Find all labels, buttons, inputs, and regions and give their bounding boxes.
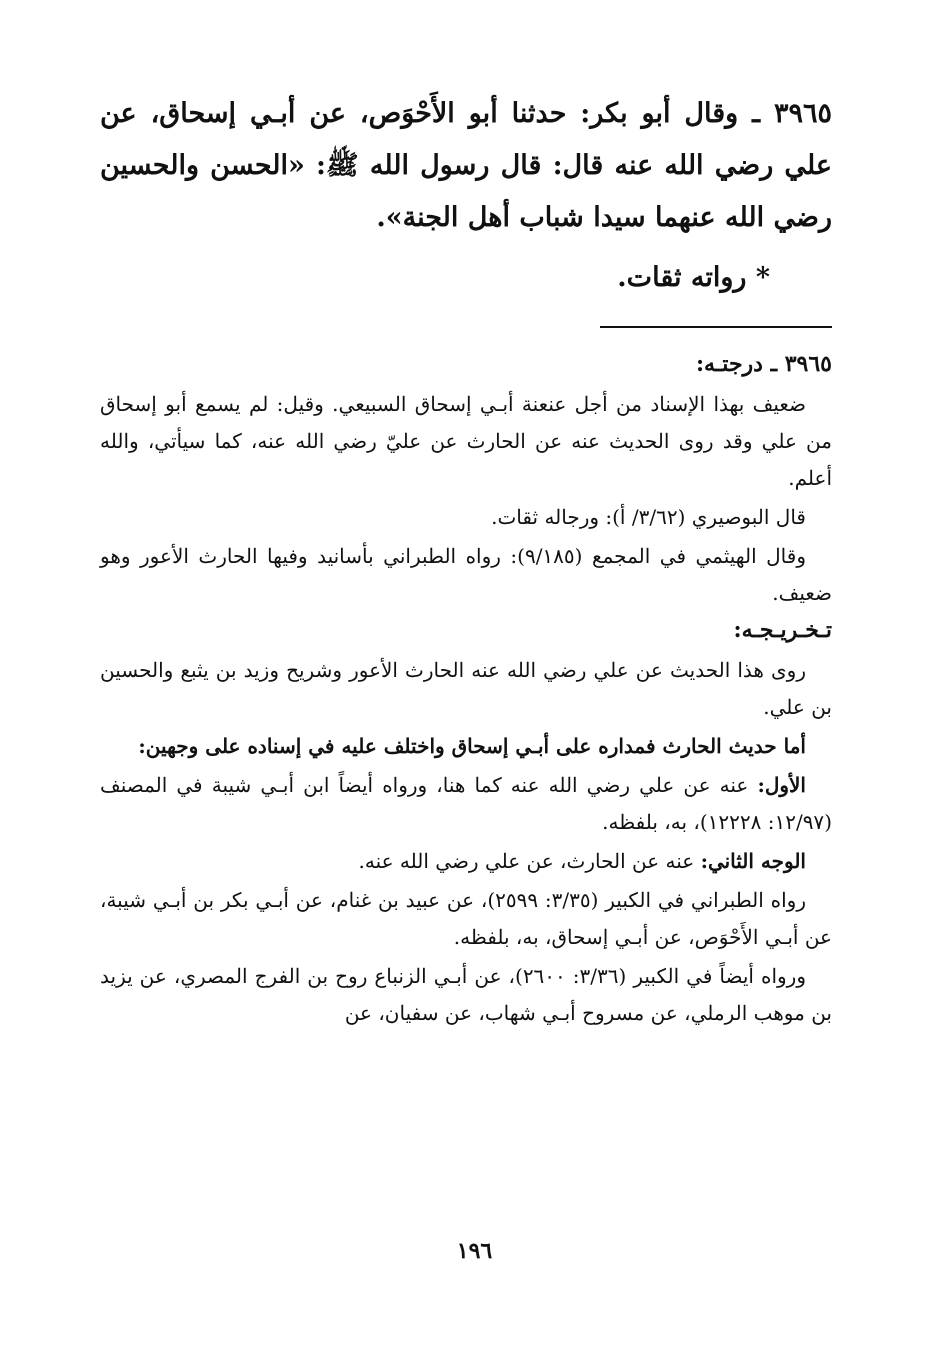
takhrij-paragraph-1: روى هذا الحديث عن علي رضي الله عنه الحارث الأعور وشريح وزيد بن يثبع والحسين بن علي.	[100, 658, 832, 719]
page-number: ١٩٦	[456, 1238, 493, 1264]
takhrij-paragraph-6: ورواه أيضاً في الكبير (٣/٣٦: ٢٦٠٠)، عن أبـي الزنباع روح بن الفرج المصري، عن يزيد بن موهب الرملي، عن مسروح أبـي شهاب، عن سفيان، عن	[100, 964, 832, 1025]
takhrij-paragraph-5: رواه الطبراني في الكبير (٣/٣٥: ٢٥٩٩)، عن عبيد بن غنام، عن أبـي بكر بن أبـي شيبة، عن أبـي الأَحْوَص، عن أبـي إسحاق، به، بلفظه.	[100, 888, 832, 949]
first-way-text: عنه عن علي رضي الله عنه كما هنا، ورواه أيضاً ابن أبـي شيبة في المصنف (١٢/٩٧: ١٢٢٢٨)، به، بلفظه.	[100, 773, 832, 834]
takhrij-paragraph-2: أما حديث الحارث فمداره على أبـي إسحاق واختلف عليه في إسناده على وجهين:	[138, 734, 806, 758]
footnote-separator	[600, 326, 832, 328]
degree-paragraph-1: ضعيف بهذا الإسناد من أجل عنعنة أبـي إسحاق السبيعي. وقيل: لم يسمع أبو إسحاق من علي وقد روى الحديث عنه عن الحارث عن عليّ رضي الله عنه، كما سيأتي، والله أعلم.	[100, 392, 832, 490]
second-way-text: عنه عن الحارث، عن علي رضي الله عنه.	[358, 849, 701, 873]
second-way-label: الوجه الثاني:	[700, 849, 806, 873]
takhrij-paragraph-4	[100, 843, 832, 880]
page-content	[100, 88, 832, 1032]
hadith-verdict: * رواته ثقات.	[617, 262, 770, 293]
takhrij-paragraph-3	[100, 767, 832, 841]
first-way-label: الأول:	[757, 773, 806, 797]
degree-paragraph-2: قال البوصيري (٣/٦٢/ أ): ورجاله ثقات.	[491, 505, 806, 529]
degree-heading: ٣٩٦٥ ـ درجتـه:	[695, 351, 832, 377]
takhrij-heading: تـخـريـجـه:	[733, 617, 832, 643]
degree-paragraph-3: وقال الهيثمي في المجمع (٩/١٨٥): رواه الطبراني بأسانيد وفيها الحارث الأعور وهو ضعيف.	[100, 544, 832, 605]
hadith-text: ٣٩٦٥ ـ وقال أبو بكر: حدثنا أبو الأَحْوَص، عن أبـي إسحاق، عن علي رضي الله عنه قال: قال رسول الله ﷺ: «الحسن والحسين رضي الله عنهما سيدا شباب أهل الجنة».	[100, 98, 832, 233]
